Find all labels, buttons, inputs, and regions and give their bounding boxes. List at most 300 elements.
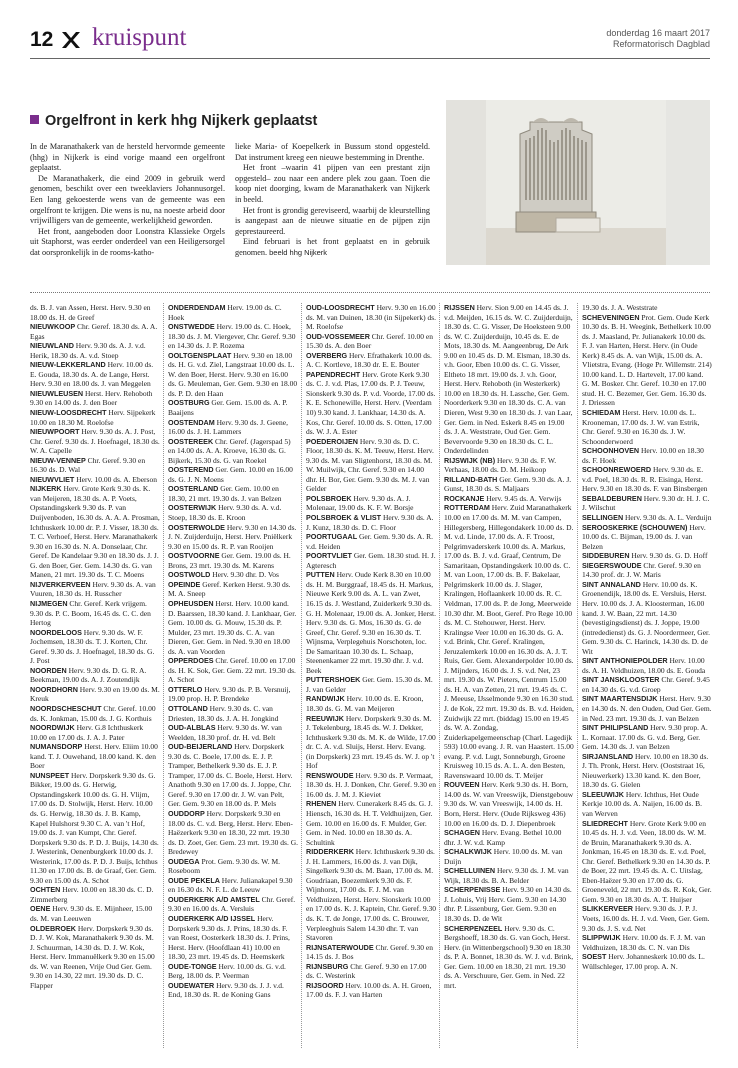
place-name: RIJSWIJK (NB) <box>444 455 496 465</box>
place-name: SCHELLUINEN <box>444 866 496 876</box>
newspaper-name: Reformatorisch Dagblad <box>612 39 710 49</box>
service-entry <box>444 847 574 866</box>
service-details: Chr. Geref. 9.30 en 17.00 ds. C. Westerink <box>306 961 427 981</box>
place-name: OTTOLAND <box>168 703 208 713</box>
service-details: Ger. Gem. 19.00 ds. H. Brons, 23 mrt. 19.30 ds. M. Karens <box>168 551 291 570</box>
service-entry <box>306 799 436 847</box>
service-entry <box>30 580 160 599</box>
service-entry <box>444 303 574 456</box>
place-name: OVERBERG <box>306 350 348 360</box>
service-entry <box>30 322 160 341</box>
service-entry <box>168 981 298 1000</box>
service-entry <box>30 904 160 923</box>
service-details: Herv. 9.30 en 14.30 ds. J. Lohuis, Vrij Herv. Gem. 9.30 en 14.30 dhr. P. Lissenburg, Ger. Gem. 9.30 en 18.30 ds. D. de Wit <box>444 885 572 923</box>
service-details: Ger. Gem. 9.30 ds. A. R. v.d. Heiden <box>306 532 433 551</box>
service-details: Herv. 9.30 ds. W. F. Jochemsen, 18.30 ds. T. J. Korten, Chr. Geref. 9.30 ds. J. Hoefnagel, 18.30 ds. G. J. Post <box>30 627 155 666</box>
service-details: Herv. 9.30 ds. E. Mijnheer, 15.00 ds. M. van Leeuwen <box>30 904 153 923</box>
article-paragraph: In de Maranathakerk van de hersteld hervormde gemeente (hhg) in Nijkerk is eind vorige maand een orgelfront geplaatst. <box>30 142 225 173</box>
title-marker <box>30 115 39 124</box>
service-entry <box>306 370 436 437</box>
service-entry <box>582 446 712 465</box>
service-details: Herv. 10.00 en 18.30 ds. J. Th. Pronk, Herst. Herv. (Ooststraat 16, Nieuwerkerk) 13.30 kand. K. den Boer, 18.30 ds. G. Gielen <box>582 751 709 790</box>
service-details: Herv. Johanneskerk 10.00 ds. L. Wüllschleger, 17.00 prop. A. N. <box>582 952 705 971</box>
service-details: Herv. 10.00 ds. F. J. M. van Veldhuizen, 18.30 ds. C. N. van Dis <box>582 933 706 952</box>
place-name: SLEEUWIJK <box>582 789 624 799</box>
listing-column <box>306 303 436 1000</box>
service-entry <box>582 561 712 580</box>
service-entry <box>444 828 574 847</box>
service-details: Herv. Evang. Bethel 10.00 dhr. J. W. v.d. Kamp <box>444 828 562 847</box>
place-name: SINT MAARTENSDIJK <box>582 694 658 704</box>
service-entry <box>30 389 160 408</box>
service-entry <box>582 523 712 552</box>
service-details: Ger. Gem. 18.30 stud. H. J. Agteresch <box>306 551 436 570</box>
service-entry <box>168 685 298 704</box>
kruispunt-logo-icon <box>60 30 82 50</box>
service-entry <box>582 303 712 313</box>
service-entry <box>582 723 712 752</box>
service-entry <box>582 694 712 723</box>
service-entry <box>168 437 298 466</box>
organ-photo <box>446 100 710 265</box>
service-details: Ger. Gem. 15.00 ds. A. P. Baaijens <box>168 398 288 418</box>
service-entry <box>30 924 160 991</box>
service-entry <box>30 742 160 771</box>
service-entry <box>30 484 160 579</box>
service-entry <box>168 580 298 599</box>
place-name: SELLINGEN <box>582 513 624 523</box>
article-title-text: Orgelfront in kerk hhg Nijkerk geplaatst <box>45 113 318 129</box>
service-entry <box>444 866 574 885</box>
place-name: SCHALKWIJK <box>444 847 492 857</box>
service-details: Herst. Herv. 10.00 kand. D. Baarssen, 18.30 kand. J. Lankhaar, Ger. Gem. 10.00 ds. G. Mouw, 15.30 ds. P. Mulder, 23 mrt. 19.30 ds. C. A. van Dieren, Ger. Gem. in Ned. 9.30 en 18.00 ds. A. van Voorden <box>168 598 297 656</box>
place-name: OPEINDE <box>168 579 201 589</box>
service-details: Herv. 9.30 en 16.00 ds. M. van Duinen, 18.30 (in Sijpekerk) ds. M. Roelofse <box>306 303 436 332</box>
place-name: OUD-BEIJERLAND <box>168 742 233 752</box>
place-name: NOORDELOOS <box>30 627 82 637</box>
service-entry <box>168 484 298 503</box>
column-separator <box>301 303 302 1048</box>
service-details: Herv. Cunerakerk 8.45 ds. G. J. Hiensch, 16.30 ds. H. T. Veldhuijzen, Ger. Gem. 10.00 en 16.00 ds. F. Mulder, Ger. Gem. in Ned. 10.00 en 18.30 ds. A. Schultink <box>306 799 433 847</box>
service-details: Herv. 9.30 ds. P. Vermaat, 18.30 ds. H. J. Donken, Chr. Geref. 9.30 en 16.00 ds. J. M. J. Kieviet <box>306 770 436 799</box>
service-details: Ger. Gem. 10.00 en 18.30, 21 mrt. 19.30 ds. J. van Belzen <box>168 484 282 503</box>
service-details: Herv. 9.30 ds. A. J. Kunz, 18.30 ds. D. C. Floor <box>306 513 434 532</box>
place-name: SCHERPENISSE <box>444 885 501 895</box>
place-name: NOORDWIJK <box>30 723 75 733</box>
service-details: Herv. Ichthuskerk 9.30 ds. J. H. Lammers, 16.00 ds. J. van Dijk, Singelkerk 9.30 ds. M. Baan, 17.00 ds. M. Goudriaan, Boezemkerk 9.30 ds. F. Wijnhorst, 17.00 ds. F. J. M. van Veldhuizen, Herst. Herv. Sionskerk 10.00 en 17.00 ds. K. J. Kaptein, Chr. Geref. 9.30 ds. K. T. de Jonge, 17.00 ds. C. Brouwer, Verpleeghuis Salem 14.30 dhr. T. van Stavoren <box>306 847 436 943</box>
service-details: Chr. Geref. 9.30 en 14.15 ds. J. Bos <box>306 942 433 962</box>
place-name: RIJNSBURG <box>306 961 349 971</box>
service-entry <box>444 456 574 475</box>
service-details: Herv. Kerk 9.30 ds. H. Born, 14.00 ds. W. van Vreeswijk, Dienstgebouw 9.30 ds. W. van Vreeswijk, 14.00 ds. H. Born, Herst. Herv. (Oude Rijksweg 436) 10.00 en 16.00 ds. D. J. Diepenbroek <box>444 780 574 828</box>
place-name: OUD-LOOSDRECHT <box>306 303 375 312</box>
service-details: Herv. 9.30 ds. E. v.d. Poel, 18.30 ds. R. R. Eisinga, Herst. Herv. 9.30 en 18.30 ds. F. van Binsbergen <box>582 465 708 494</box>
service-details: Herv. Efrathakerk 10.00 ds. A. C. Kortleve, 18.30 dr. E. E. Bouter <box>306 350 432 370</box>
service-entry <box>30 666 160 685</box>
service-entry <box>582 952 712 971</box>
place-name: OUD-VOSSEMEER <box>306 331 370 341</box>
place-name: ROTTERDAM <box>444 503 490 513</box>
service-details: Herv. 19.00 ds. C. Hoek, 18.30 ds. J. M. Viergever, Chr. Geref. 9.30 en 14.30 ds. J. P. Rozema <box>168 322 296 351</box>
service-entry <box>30 475 160 485</box>
service-details: Prot. Gem. 9.30 ds. W. M. Roseboom <box>168 856 280 876</box>
service-details: Herv. Dorpskerk 9.30 ds. D. J. W. Kok, Maranathakerk 9.30 ds. M. J. Schuurman, 14.30 ds. D. J. W. Kok, Herst. Herv. Immanuëlkerk 9.30 en 15.00 ds. W. van Reenen, Vrije Oud Ger. Gem. 9.30 en 14.30, 22 mrt. 19.30 ds. D. C. Flapper <box>30 923 155 990</box>
place-name: NOORDHORN <box>30 684 78 694</box>
service-details: Herv. 10.00 ds. E. Gouda, 18.30 ds. A. de Lange, Herst. Herv. 9.30 en 18.00 ds. J. van Meggelen <box>30 360 154 389</box>
service-entry <box>306 437 436 494</box>
service-entry <box>582 675 712 694</box>
place-name: NIJMEGEN <box>30 598 68 608</box>
place-name: OOSTERLAND <box>168 484 219 494</box>
article-paragraph-text: Eind februari is het front geplaatst en in gebruik genomen. <box>235 237 430 257</box>
service-entry <box>30 723 160 742</box>
service-details: Herv. 9.30 ds. W. van Weelden, 18.30 prof. dr. H. vd. Belt <box>168 723 282 742</box>
service-details: Herst. Herv. 10.00 ds. L. Krooneman, 17.00 ds. J. W. van Estrik, Chr. Geref. 9.30 en 16.30 ds. J. W. Schoonderwoerd <box>582 408 700 446</box>
article-paragraph: De Maranathakerk, die eind 2009 in gebruik werd genomen, beschikt over een tweeklaviers Johannusorgel. Een lang gekoesterde wens van de gemeente was een orgelfront te krijgen. Die wens is nu, na noeste arbeid door vrijwilligers van de gemeente, werkelijkheid geworden. <box>30 173 225 226</box>
service-entry <box>30 303 160 322</box>
service-details: Herv. 9.30 ds. A. J. v.d. Herik, 18.30 ds. A. v.d. Stoep <box>30 341 146 360</box>
service-entry <box>582 513 712 523</box>
listing-column <box>444 303 574 990</box>
place-name: OOSTBURG <box>168 398 210 408</box>
place-name: NIEUWLAND <box>30 341 74 351</box>
place-name: NIJVERKERVEEN <box>30 579 91 589</box>
service-entry <box>168 418 298 437</box>
place-name: OOSTEREEK <box>168 436 214 446</box>
place-name: SINT JANSKLOOSTER <box>582 675 660 685</box>
place-name: OOSTERWOLDE <box>168 522 225 532</box>
service-details: Herv. 10.00 ds. A. Eberson <box>76 474 157 484</box>
service-details: Herv. 9.30 ds. A. v.d. Stoep, 18.30 ds. E. Kroon <box>168 503 282 523</box>
header-rule <box>30 58 710 59</box>
service-entry <box>444 780 574 828</box>
service-details: Geref. Kerken Herst. 9.30 ds. M. A. Sneep <box>168 579 291 599</box>
column-separator <box>163 303 164 1048</box>
service-entry <box>306 943 436 962</box>
service-entry <box>582 656 712 675</box>
service-entry <box>168 723 298 742</box>
service-entry <box>168 523 298 552</box>
place-name: OCHTEN <box>30 885 61 895</box>
service-details: Herv. 9.30 ds. A. J. Post, Chr. Geref. 9.30 ds. J. Hoefnagel, 18.30 ds. W. A. Capelle <box>30 427 160 456</box>
page-header <box>30 26 710 56</box>
service-details: Chr. Geref. 9.30 en 14.30 prof. dr. J. W. Maris <box>582 560 701 580</box>
service-entry <box>306 351 436 370</box>
place-name: SOEST <box>582 952 607 962</box>
service-details: Prot. Gem. Oude Kerk 10.30 ds. B. H. Weegink, Bethelkerk 10.00 ds. J. Maasland, Pr. Julianakerk 10.00 ds. F. J. van Harten, Herst. Herv. (in Oude Kerk) 8.45 ds. A. van Wijk, 15.00 ds. A. Vlietstra, Evang. (Hoge Pr. Willemstr. 214) 10.00 kand. L. D. Hartevelt, 17.00 kand. G. M. Bosker. Chr. Geref. 10.30 en 17.00 stud. H. C. Bezemer, Ger. Gem. 16.30 ds. J. Driessen <box>582 312 712 408</box>
place-name: NIEUWKOOP <box>30 322 76 332</box>
service-details: Herv. Dorpskerk 9.30 en 18.00 ds. C. v.d. Berg, Herst. Herv. Eben-Haëzerkerk 9.30 en 18.30, 22 mrt. 19.30 ds. D. Zoet, Ger. Gem. 23 mrt. 19.30 ds. G. Bredewey <box>168 808 298 857</box>
place-name: OUDERKERK A/D AMSTEL <box>168 894 260 904</box>
place-name: SCHAGEN <box>444 828 480 838</box>
service-details: Herst. Herv. Eliim 10.00 kand. T. J. Ouwehand, 18.00 kand. K. den Boer <box>30 742 158 771</box>
article-paragraph: Het front, aangeboden door Loonstra Klassieke Orgels uit Staphorst, was eerder onderdeel van een Heiligersorgel dat oorspronkelijk in de rooms-katho- <box>30 226 225 257</box>
service-entry <box>582 819 712 905</box>
service-details: Herv. 9.30 ds. D. G. R. A. Beekman, 19.00 ds. A. J. Zoutendijk <box>30 665 147 685</box>
service-details: Chr. Geref. 10.00 en 15.30 ds. A. den Boer <box>306 331 434 351</box>
place-name: NOORDSCHESCHUT <box>30 703 102 713</box>
place-name: OUDE-TONGE <box>168 961 217 971</box>
service-entry <box>444 924 574 991</box>
service-entry <box>168 895 298 914</box>
service-entry <box>168 857 298 876</box>
service-details: Herv. Grote Kerk 9.30 ds. K. van Meijeren, 18.30 ds. A. P. Voets, Opstandingskerk 9.30 ds. P. van Duijvenboden, 16.30 ds. A. A. A. Prosman, Ichthuskerk 10.00 dr. P. J. Visser, 18.30 ds. T. C. Verhoef, Herst. Herv. Maranathakerk 9.30 en 16.30 ds. N. A. Donselaar, Chr. Geref. De Kandelaar 9.30 en 18.30 ds. J. J. G. den Boer, Ger. Gem. 14.30 ds. G. van Manen, 21 mrt. 19.30 ds. T. C. Moens <box>30 484 160 580</box>
place-name: NUMANSDORP <box>30 742 83 752</box>
place-name: SEROOSKERKE (SCHOUWEN) <box>582 522 688 532</box>
service-details: Herv. 10.00 en 18.30 ds. C. D. Zimmerberg <box>30 885 154 904</box>
place-name: OUD-ALBLAS <box>168 723 216 733</box>
service-details: Chr. Geref. 9.30 en 16.00 ds. A. Versluis <box>168 894 296 914</box>
place-name: POORTVLIET <box>306 551 352 561</box>
service-entry <box>306 513 436 532</box>
place-name: POEDEROIJEN <box>306 436 358 446</box>
place-name: OOSTERWIJK <box>168 503 217 513</box>
place-name: OOSTENDAM <box>168 417 215 427</box>
service-entry <box>582 408 712 446</box>
service-details: Herv. 9.30 en 14.30 ds. J. N. Zuijderduijn, Herst. Herv. Pniëlkerk 9.30 en 15.00 ds. R. P. van Rooijen <box>168 522 297 551</box>
place-name: POLSBROEK <box>306 493 352 503</box>
service-entry <box>30 341 160 360</box>
service-details: Ger. Gem. 9.30 ds. A. J. Gunst, 18.30 ds. S. Maljaars <box>444 474 572 494</box>
service-details: Herv. 9.30 ds. D. C. Floor, 18.30 ds. K. M. Teeuw, Herst. Herv. 9.30 ds. M. van Sligtenhorst, 18.30 ds. M. W. Muilwijk, Chr. Geref. 9.30 en 14.00 dhr. H. Bor, Ger. Gem. 9.30 ds. M. J. van Gelder <box>306 436 434 494</box>
service-entry <box>306 675 436 694</box>
service-details: Herv. Sijpekerk 10.00 en 18.30 M. Roelofse <box>30 408 156 427</box>
service-details: Herv. 9.30 dhr. D. Vos <box>212 570 279 580</box>
service-details: Herv. Grote Kerk 9.30 ds. C. J. v.d. Plas, 17.00 ds. P. J. Teeuw, Sionskerk 9.30 ds. P. v.d. Voorde, 17.00 ds. K. E. Schonewille, Herst. Herv. (Veerdam 10) 9.30 kand. J. Lankhaar, 14.30 ds. A. Kos, Chr. Geref. 10.00 ds. S. Otten, 17.00 ds. W. J. A. Ester <box>306 369 436 437</box>
place-name: OPHEUSDEN <box>168 598 214 608</box>
service-entry <box>168 303 298 322</box>
place-name: ONSTWEDDE <box>168 322 215 332</box>
place-name: SCHEVENINGEN <box>582 312 640 322</box>
place-name: OPPERDOES <box>168 656 214 666</box>
column-separator <box>577 303 578 1048</box>
listing-column <box>582 303 712 971</box>
place-name: REEUWIJK <box>306 713 344 723</box>
service-details: Chr. Geref. 10.00 ds. K. Jonkman, 15.00 ds. J. G. Korthuis <box>30 703 156 723</box>
place-name: RIJNSATERWOUDE <box>306 942 374 952</box>
service-details: Herv. 10.00 ds. G. v.d. Berg, 18.00 ds. P. Veerman <box>168 961 286 981</box>
place-name: NIEUW-LOOSDRECHT <box>30 408 107 418</box>
listing-column <box>168 303 298 1000</box>
service-entry <box>30 408 160 427</box>
service-entry <box>168 914 298 962</box>
service-entry <box>306 714 436 771</box>
place-name: SCHERPENZEEL <box>444 923 503 933</box>
place-name: ROUVEEN <box>444 780 480 790</box>
place-name: NIEUWVLIET <box>30 474 75 484</box>
service-entry <box>306 847 436 942</box>
service-details: Herv. Sion 9.00 en 14.45 ds. J. v.d. Meijden, 16.15 ds. W. C. Zuijderduijn, 18.30 ds. C. G. Visser, De Hoeksteen 9.00 ds. W. C. Zuijderduijn, 10.45 ds. E. de Mots, 18.30 ds. M. Aangeenbrug, De Ark 9.00 en 10.45 ds. D. M. Elsman, 18.30 ds. v.h. Goor, Eben 10.00 ds. C. G. Visser, Eltheto 18 mrt. 19.00 ds. J. v.h. Goor, Herst. Herv. Rehoboth (in Westerkerk) 10.00 en 18.30 ds. H. Lassche, Ger. Gem. Noorderkerk 9.30 en 18.30 ds. C. A. van Dieren, West 9.30 en 18.30 ds. J. van Laar, Ger. Gem. in Ned. Eskerk 8.45 en 19.00 ds. J. A. Weststrate, Oud Ger. Gem. Bevervoorde 9.30 en 18.30 ds. C. L. Onderdelinden <box>444 303 573 456</box>
service-details: Herv. 10.00 ds. C. Bijman, 19.00 ds. J. van Belzen <box>582 522 706 551</box>
service-details: Chr. Geref. 18.30 ds. A. A. Egas <box>30 322 158 341</box>
service-entry <box>306 694 436 713</box>
service-entry <box>168 398 298 417</box>
service-details: Herv. 9.30 en 19.00 ds. M. Kreuk <box>30 684 160 704</box>
place-name: OLDEBROEK <box>30 923 76 933</box>
place-name: RIDDERKERK <box>306 847 354 857</box>
service-entry <box>168 551 298 570</box>
service-details: Herv. 10.00 en 18.30 ds. F. Hoek <box>582 446 704 465</box>
article-column-2 <box>235 142 430 259</box>
place-name: SINT ANTHONIEPOLDER <box>582 656 668 666</box>
place-name: NIEUWPOORT <box>30 427 80 437</box>
service-details: Herv. Grote Kerk 9.00 en 10.45 ds. H. J. v.d. Veen, 18.00 ds. W. M. de Bruin, Maranathakerk 9.30 ds. A. Jonkman, 16.45 en 18.30 ds. E. v.d. Poel, Chr. Geref. Bethelkerk 9.30 en 14.30 ds. P. de Boer, 22 mrt. 19.45 ds. A. C. Uitslag, Eben-Haëzer 9.30 en 17.00 ds. G. Groeneveld, 22 mrt. 19.30 ds. R. Kok, Ger. Gem. 9.30 en 18.30 ds. A. T. Huijser <box>582 818 712 904</box>
service-entry <box>306 551 436 570</box>
service-entry <box>306 962 436 981</box>
service-entry <box>168 599 298 656</box>
service-entry <box>444 475 574 494</box>
service-details: Herst. Herv. 9.30 en 14.30 ds. N. den Ouden, Oud Ger. Gem. in Ned. 23 mrt. 19.30 ds. J. van Belzen <box>582 694 712 723</box>
place-name: RIJSOORD <box>306 980 344 990</box>
service-details: Chr. Geref. (Jagerspad 5) en 14.00 ds. A. A. Kroeve, 16.30 ds. G. Bijkerk, 15.30 ds. G. van Roekel <box>168 436 291 465</box>
service-entry <box>30 704 160 723</box>
place-name: RENSWOUDE <box>306 770 354 780</box>
place-name: OOSTEREND <box>168 465 214 475</box>
service-entry <box>444 885 574 923</box>
place-name: PUTTEN <box>306 570 335 580</box>
service-details: Herv. Dorpskerk 9.30 ds. J. Prins, 18.30 ds. F. van Roest, Oosterkerk 18.30 ds. J. Prins, Herst. Herv. (Hoofdlaan 41) 10.00 en 18.30, 23 mrt. 19.45 ds. D. Heemskerk <box>168 914 290 962</box>
place-name: POLSBROEK & VLIST <box>306 513 382 523</box>
service-entry <box>582 465 712 494</box>
service-entry <box>306 303 436 332</box>
service-details: Herv. 10.00 ds. E. Kroon, 18.30 ds. G. M. van Meijeren <box>306 694 424 713</box>
service-details: Ger. Gem. 15.30 ds. M. J. van Gelder <box>306 675 433 694</box>
service-details: Herv. 9.30 ds. J. J. v.d. End, 18.30 ds. R. de Koning Gans <box>168 980 284 1000</box>
service-details: Chr. Geref. Kerk vrijgem. 9.30 ds. P. C. Boom, 16.45 ds. C. C. den Hertog <box>30 598 151 628</box>
place-name: SIDDEBUREN <box>582 551 630 561</box>
service-details: Herv. 9.30 ds. J. Geene, 16.00 ds. J. H. Lammers <box>168 417 288 437</box>
service-details: Herv. Dorpskerk 9.30 ds. M. J. Tekelenburg, 18.45 ds. W. J. Dekker, Ichthuskerk 9.30 ds. M. K. de Wilde, 17.00 dr. C. A. v.d. Sluijs, Herst. Herv. Evang. (in Dorpskerk) 23 mrt. 19.45 ds. W. J. op 't Hof <box>306 713 436 771</box>
service-entry <box>582 551 712 561</box>
place-name: SLIPPWIJK <box>582 933 621 943</box>
photo-credit: beeld hhg Nijkerk <box>269 247 328 257</box>
place-name: RANDWIJK <box>306 694 345 704</box>
service-details: Chr. Geref. 9.45 en 14.30 ds. G. v.d. Groep <box>582 675 710 694</box>
service-details: Herv. 9.30 prop. A. L. Kornaat. 17.00 ds. G. v.d. Berg, Ger. Gem. 14.30 ds. J. van Belzen <box>582 723 708 752</box>
service-entry <box>168 704 298 723</box>
service-entry <box>30 599 160 628</box>
service-details: Herv. 9.30 ds. G. D. Hoff <box>631 551 708 561</box>
column-separator <box>439 303 440 1048</box>
issue-date: donderdag 16 maart 2017 <box>606 28 710 38</box>
place-name: ONDERDENDAM <box>168 303 226 312</box>
place-name: OOLTGENSPLAAT <box>168 350 232 360</box>
listing-column <box>30 303 160 990</box>
service-entry <box>582 752 712 790</box>
service-entry <box>444 503 574 780</box>
place-name: NIEUW-VENNEP <box>30 455 86 465</box>
service-entry <box>168 465 298 484</box>
service-entry <box>30 771 160 886</box>
header-meta <box>606 28 710 50</box>
service-details: Herv. Oude Kerk 8.30 en 10.00 ds. H. M. Burggraaf, 18.45 ds. H. Markus, Nieuwe Kerk 9.00 ds. A. L. van Zwet, 16.15 ds. J. Westland, Zuiderkerk 9.30 ds. G. H. Molenaar, 19.00 ds. A. Jonker, Herst. Herv. 9.30 ds. G. Mos, 16.30 ds. G. de Greef, Chr. Geref. 9.30 en 16.30 ds. T. Wijnsma, Verplegehuis Norschoten, loc. De Samaritaan 10.30 ds. L. Schaap, Steenenkamer 22 mrt. 19.30 dhr. J. v.d. Beek <box>306 570 437 675</box>
service-details: 19.30 ds. J. A. Weststrate <box>582 303 658 312</box>
service-entry <box>168 570 298 580</box>
article-title <box>30 113 317 129</box>
service-details: Herv. 9.30 ds. F. W. Verhaas, 18.00 ds. D. M. Heikoop <box>444 455 557 475</box>
place-name: RILLAND-BATH <box>444 474 498 484</box>
service-entry <box>582 494 712 513</box>
service-details: Herv. 9.45 ds. A. Verwijs <box>486 493 562 503</box>
service-details: Herv. 9.30 ds. A. L. Verduijn <box>625 513 712 523</box>
place-name: ROCKANJE <box>444 493 485 503</box>
article-paragraph: Het front is grondig gereviseerd, waarbij de kleurstelling is aangepast aan de nieuwe situatie en de pijpen zijn geprestaureerd. <box>235 205 430 236</box>
place-name: NUNSPEET <box>30 770 70 780</box>
service-details: Herv. Dorpskerk 9.30 ds. C. Boele, 17.00 ds. E. J. P. Tramper, Bethelkerk 9.30 ds. E. J. P. Tramper, 17.00 ds. C. Boele, Herst. Herv. Anathoth 9.30 en 17.00 ds. J. Joppe, Chr. Geref. 9.30 en 17.00 dr. J. W. van Pelt, Ger. Gem. 9.30 en 18.00 ds. P. Mels <box>168 742 293 809</box>
service-details: Herv. 10.00 ds. A. H. Veldhuizen, 18.00 ds. E. Gouda <box>582 656 706 675</box>
place-name: PAPENDRECHT <box>306 369 361 379</box>
place-name: POORTUGAAL <box>306 532 358 542</box>
service-details: Herv. 9.30 ds. C. van Driesten, 18.30 ds. J. A. H. Jongkind <box>168 703 279 723</box>
service-details: Herv. 9.30 ds. J. P. J. Voets, 16.00 ds. H. J. v.d. Veen, Ger. Gem. 9.30 ds. J. S. v.d. Net <box>582 904 710 933</box>
service-entry <box>582 933 712 952</box>
place-name: SIEGERSWOUDE <box>582 560 642 570</box>
service-details: ds. B. J. van Assen, Herst. Herv. 9.30 en 18.00 ds. H. de Greef <box>30 303 151 322</box>
service-entry <box>30 456 160 475</box>
place-name: OUDDORP <box>168 808 205 818</box>
service-details: Herv. 9.30 ds. P. B. Versnuij, 19.00 prop. H. P. Brendeke <box>168 684 291 704</box>
place-name: RIJSSEN <box>444 303 475 312</box>
place-name: SCHIEDAM <box>582 408 621 418</box>
page-number: 12 <box>30 28 54 51</box>
service-entry <box>30 360 160 389</box>
service-entry <box>168 742 298 809</box>
service-details: Chr. Geref. 10.00 en 17.00 ds. H. K. Sok, Ger. Gem. 22 mrt. 19.30 ds. A. Schot <box>168 656 296 685</box>
service-details: Herv. Julianakapel 9.30 en 16.30 ds. N. F. L. de Leeuw <box>168 875 293 895</box>
service-details: Herv. 9.30 en 18.00 ds. H. G. v.d. Ziel, Langstraat 10.00 ds. L. W. den Boer, Herst. Herv. 9.30 en 16.00 ds. G. Meuleman, Ger. Gem. 9.30 en 18.00 ds. P. D. den Haan <box>168 350 298 398</box>
service-entry <box>30 685 160 704</box>
place-name: SINT PHILIPSLAND <box>582 723 649 733</box>
service-details: Herv. G.8 Ichthuskerk 10.00 en 17.00 ds. J. A. J. Pater <box>30 723 144 742</box>
service-details: Herv. 9.30 ds. A. van Vuuren, 18.30 ds. H. Russcher <box>30 579 156 599</box>
service-details: Herv. Ichthus, Het Oude Kerkje 10.00 ds. A. Naijen, 16.00 ds. B. van Werven <box>582 789 702 818</box>
service-entry <box>168 876 298 895</box>
service-entry <box>306 771 436 800</box>
place-name: OOSTVOORNE <box>168 551 220 561</box>
service-details: Herv. 10.00 ds. A. H. Groen, 17.00 ds. F. J. van Harten <box>306 980 432 1000</box>
place-name: NIJKERK <box>30 484 62 494</box>
service-details: Herv. Dorpskerk 9.30 ds. G. Bikker, 19.00 ds. G. Herwig, Opstandingskerk 10.00 ds. G. H. Vlijm, 17.00 ds. D. Stolwijk, Herst. Herv. 10.00 ds. G. Herwig, 18.30 ds. J. B. Kamp, Kapel Hulshorst 9.30 C. A. van 't Hof, 19.00 ds. J. van Kumpt, Chr. Geref. Dorpskerk 9.30 ds. P. D. J. Buijs, 14.30 ds. J. Westerink, Oenenburgkerk 10.00 ds. J. Westerink, 17.00 ds. P. D. J. Buijs, Ichthus 11.30 en 17.00 ds. B. de Graaf, Ger. Gem. 9.30 en 15.00 ds. A. Schot <box>30 770 159 885</box>
place-name: RHENEN <box>306 799 337 809</box>
service-entry <box>30 427 160 456</box>
place-name: PUTTERSHOEK <box>306 675 361 685</box>
service-entry <box>582 313 712 408</box>
service-details: Herv. 10.00 ds. K. Groenendijk, 18.00 ds. E. Versluis, Herst. Herv. 10.00 ds. J. A. Kloosterman, 16.00 kand. J. W. Baan, 22 mrt. 14.30 (bevestigingsdienst) ds. J. Joppe, 19.00 (intrededienst) ds. G. J. Noordermeer, Ger. Gem. 9.30 ds. C. Harinck, 14.30 ds. D. de Wit <box>582 579 710 656</box>
service-entry <box>306 532 436 551</box>
service-entry <box>582 904 712 933</box>
place-name: SINT ANNALAND <box>582 579 641 589</box>
service-entry <box>306 332 436 351</box>
service-entry <box>168 351 298 399</box>
service-entry <box>582 580 712 656</box>
place-name: NOORDEN <box>30 665 67 675</box>
section-title: kruispunt <box>92 24 187 51</box>
service-details: Herv. 9.30 ds. J. M. van Wijk, 18.30 ds. B. A. Belder <box>444 866 569 885</box>
service-details: Herv. 9.30 ds. C. Bergshoeff, 18.30 ds. G. van Goch, Herst. Herv. (in Wittenbergschool) 9.30 en 18.30 ds. P. A. Bonnet, 18.30 ds. W. J. v.d. Brink, Ger. Gem. 10.00 en 18.30, 21 mrt. 19.30 ds. A. Verschuure, Ger. Gem. in Ned. 22 mrt. <box>444 923 574 990</box>
place-name: SEBALDEBUREN <box>582 493 642 503</box>
section-divider <box>30 292 710 293</box>
place-name: NIEUW-LEKKERLAND <box>30 360 106 370</box>
service-details: Herv. 9.30 ds. A. J. Molenaar, 19.00 ds. K. F. W. Borsje <box>306 493 414 513</box>
service-entry <box>306 494 436 513</box>
service-details: Herv. 10.00 ds. M. van Duijn <box>444 847 563 866</box>
service-entry <box>306 570 436 675</box>
service-entry <box>168 322 298 351</box>
place-name: OUDERKERK A/D IJSSEL <box>168 914 256 923</box>
place-name: OTTERLO <box>168 684 203 694</box>
service-entry <box>168 503 298 522</box>
place-name: NIEUWLEUSEN <box>30 388 84 398</box>
